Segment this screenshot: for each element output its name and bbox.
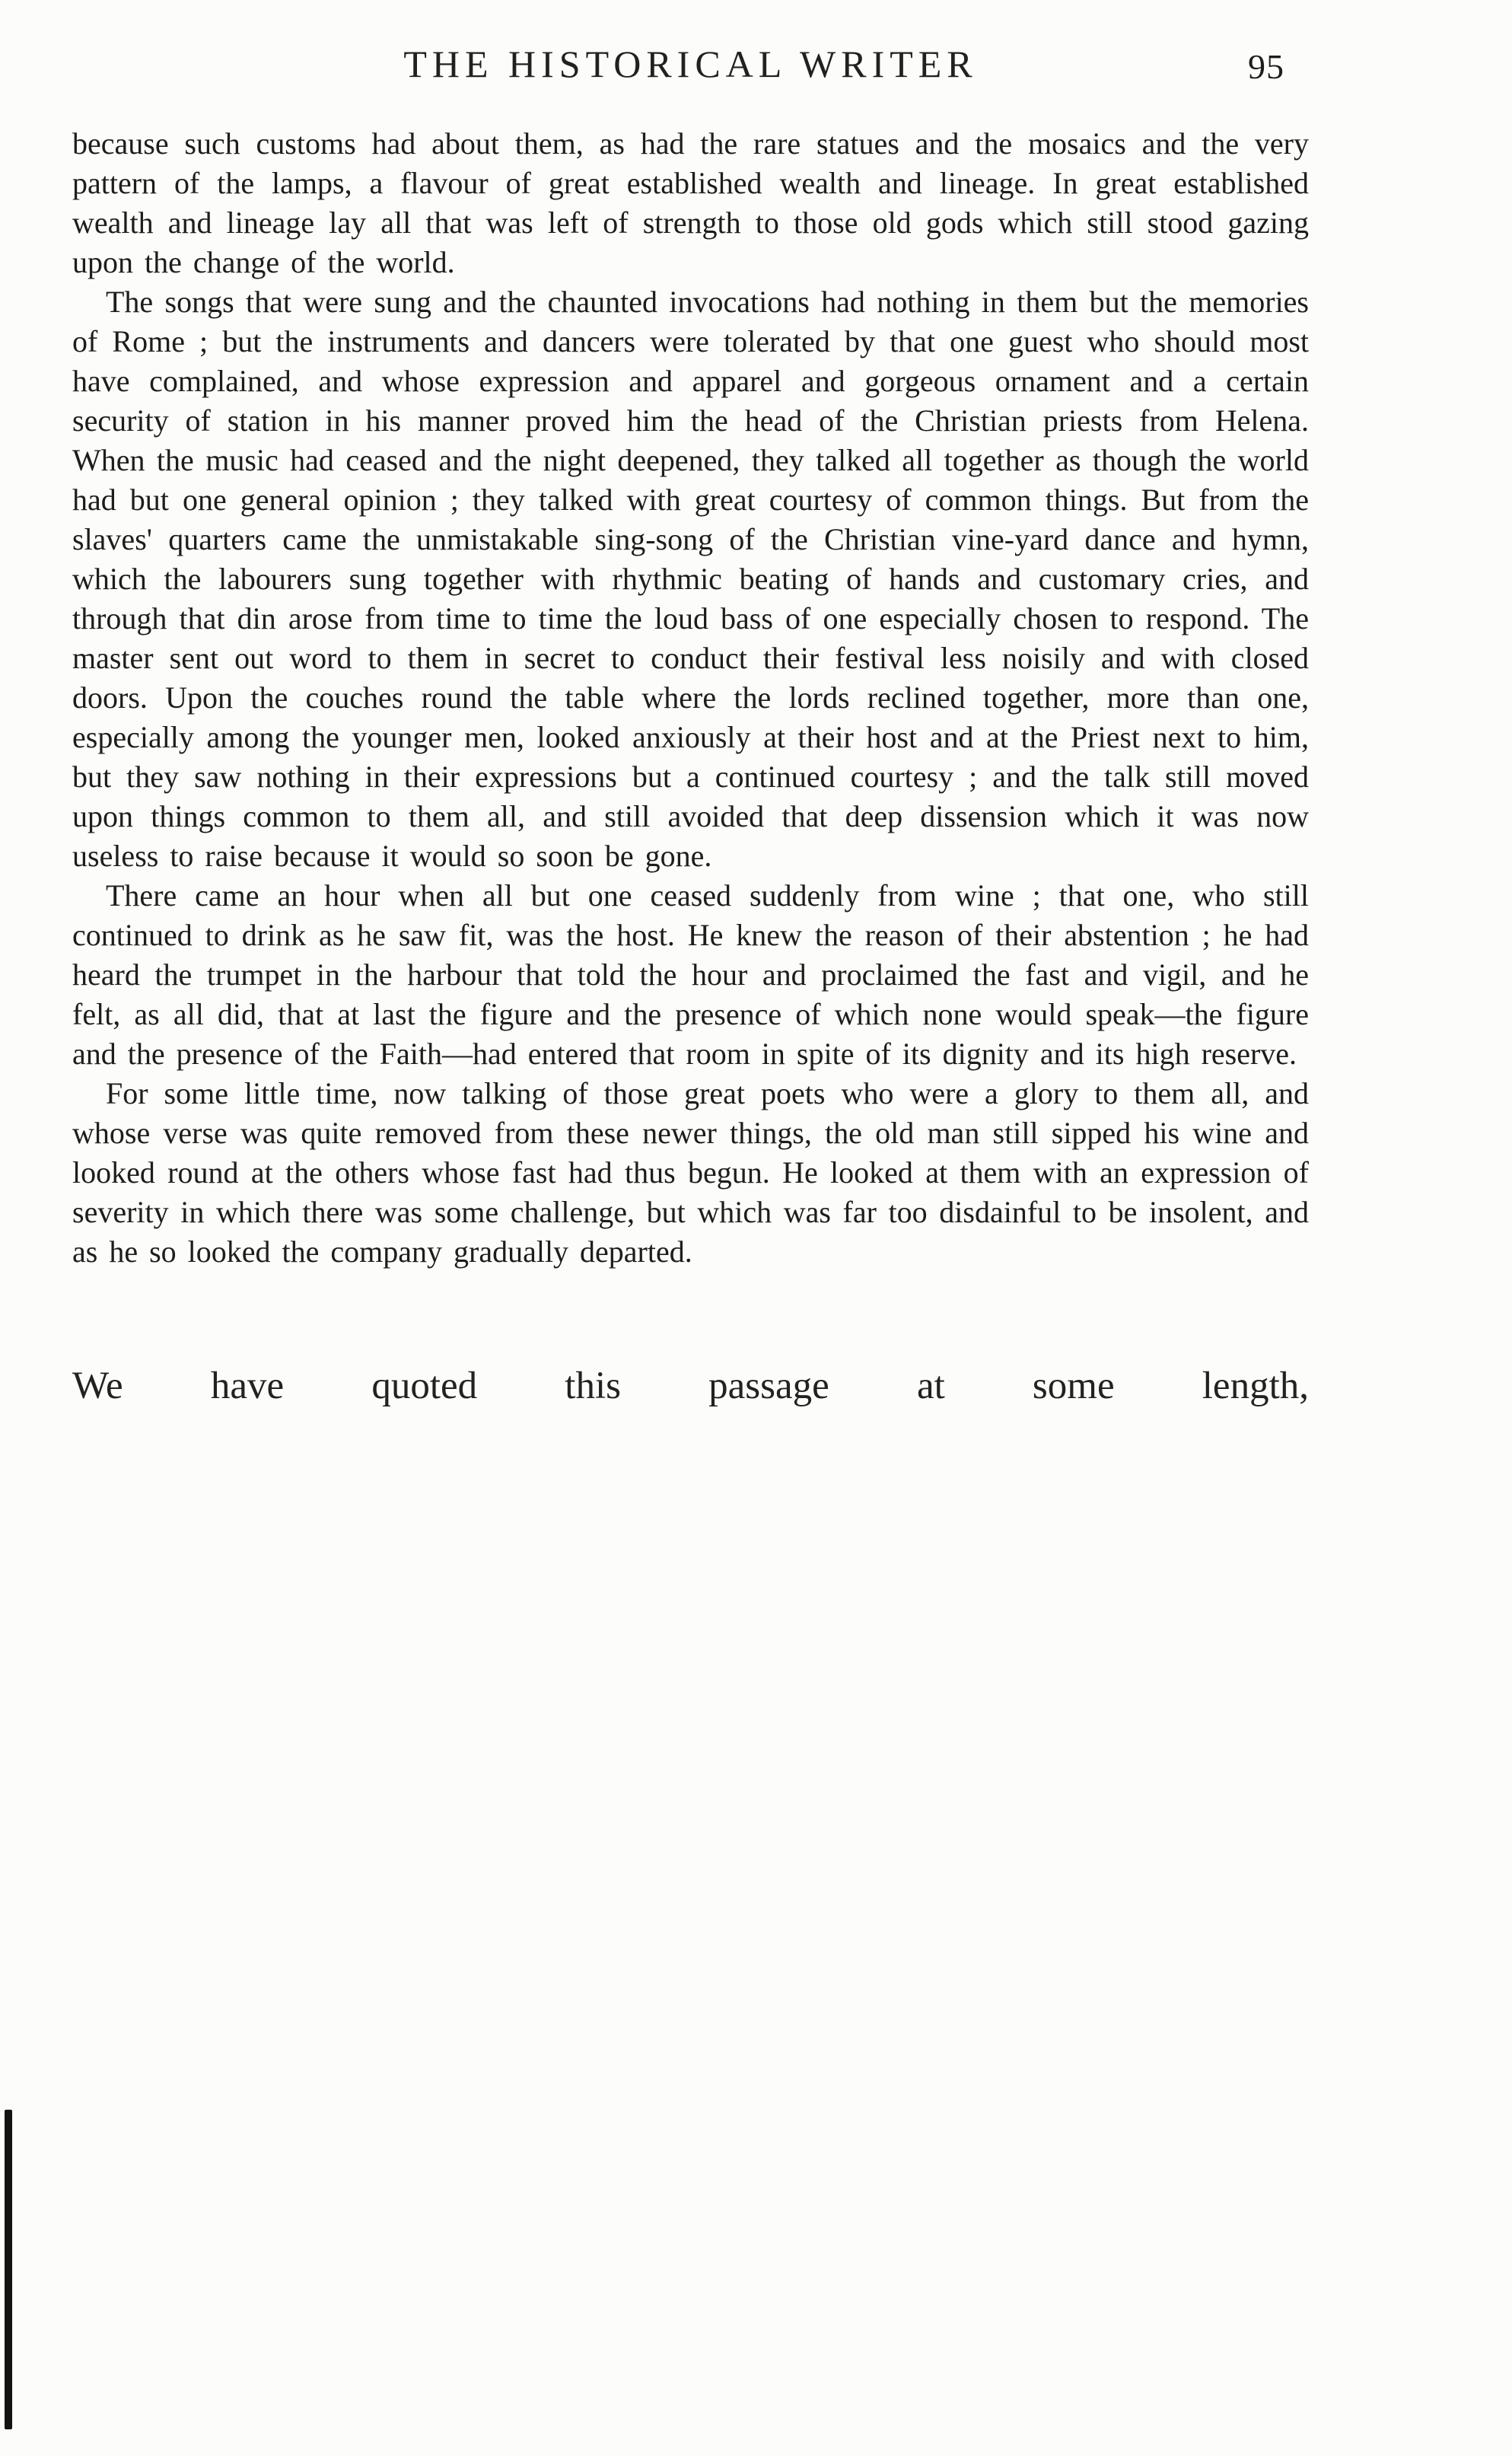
closing-paragraph: We have quoted this passage at some length, [72, 1365, 1309, 1407]
paragraph-poets: For some little time, now talking of those great poets who were a glory to them all, and whose verse was quite removed from these newer things, the old man still sipped his wine and looked round at the others whose fast had thus begun. He looked at them with an expression of severity in which there was some challenge, but which was far too disdainful to be insolent, and as he so looked the company gradually departed. [72, 1076, 1309, 1269]
running-head [72, 42, 1309, 103]
page-title: THE HISTORICAL WRITER [403, 43, 978, 85]
page-number: 95 [1248, 47, 1284, 86]
paragraph-hour: There came an hour when all but one ceased suddenly from wine ; that one, who still continued to drink as he saw fit, was the host. He knew the reason of their abstention ; he had heard the trumpet in the harbour that told the hour and proclaimed the fast and vigil, and he felt, as all did, that at last the figure and the presence of which none would speak—the figure and the presence of the Faith—had entered that room in spite of its dignity and its high reserve. [72, 878, 1309, 1071]
paragraph-songs: The songs that were sung and the chaunted invocations had nothing in them but the memories of Rome ; but the instruments and dancers were tolerated by that one guest who should most have complained, and whose expression and apparel and gorgeous ornament and a certain security of station in his manner proved him the head of the Christian priests from Helena. When the music had ceased and the night deepened, they talked all together as though the world had but one general opinion ; they talked with great courtesy of common things. But from the slaves' quarters came the unmistakable sing-song of the Christian vine-yard dance and hymn, which the labourers sung together with rhythmic beating of hands and customary cries, and through that din arose from time to time the loud bass of one especially chosen to respond. The master sent out word to them in secret to conduct their festival less noisily and with closed doors. Upon the couches round the table where the lords reclined together, more than one, especially among the younger men, looked anxiously at their host and at the Priest next to him, but they saw nothing in their expressions but a continued courtesy ; and the talk still moved upon things common to them all, and still avoided that deep dissension which it was now useless to raise because it would so soon be gone. [72, 285, 1309, 873]
paragraph-continued: because such customs had about them, as had the rare statues and the mosaics and the very pattern of the lamps, a flavour of great established wealth and lineage. In great established wealth and lineage lay all that was left of strength to those old gods which still stood gazing upon the change of the world. [72, 126, 1309, 279]
scan-ink-mark [5, 2110, 12, 2429]
text-block [72, 42, 1309, 1410]
